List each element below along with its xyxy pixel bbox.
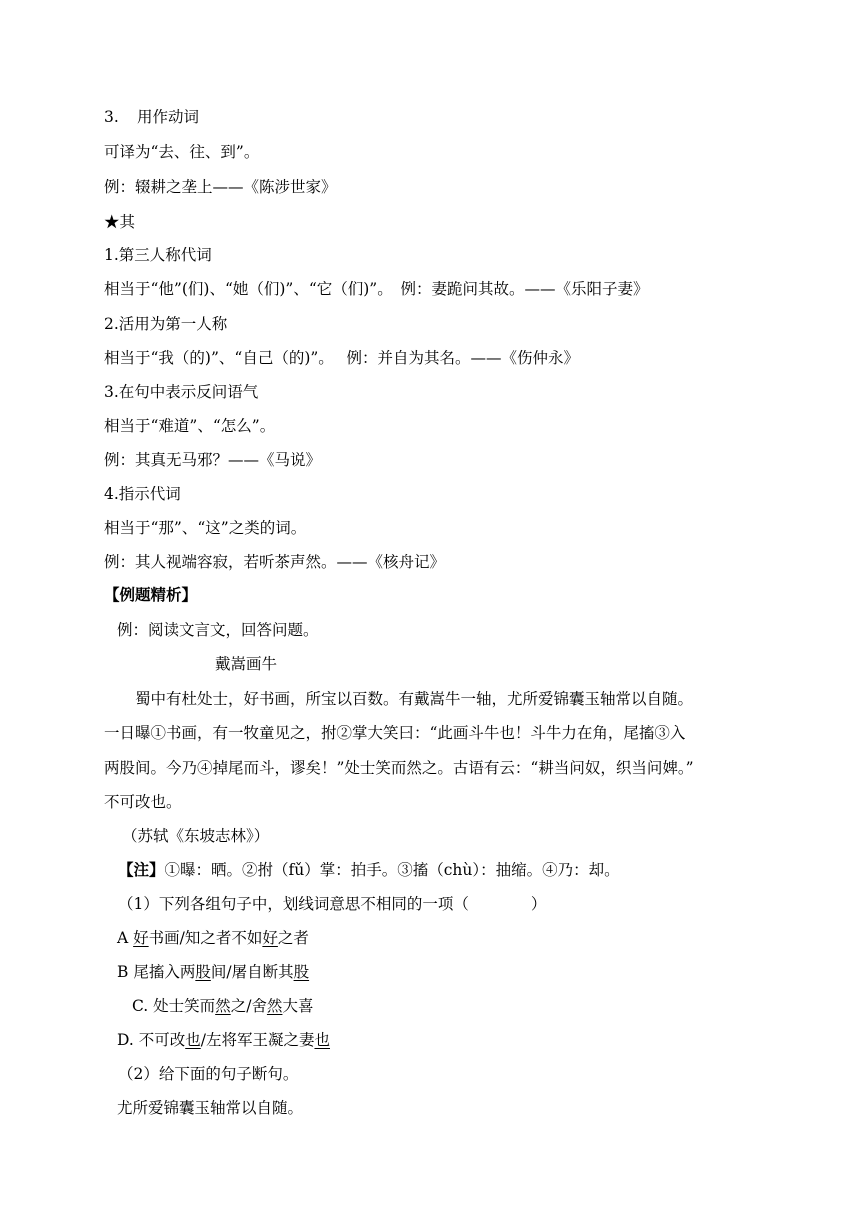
qi-2-text: 相当于“我（的)”、“自己（的)”。 例：并自为其名。——《伤仲永》	[104, 349, 579, 367]
passage-title: 戴嵩画牛	[215, 655, 278, 673]
passage-line-1: 蜀中有杜处士，好书画，所宝以百数。有戴嵩牛一轴，尤所爱锦囊玉轴常以自随。	[135, 690, 694, 708]
notes-text: ①曝：晒。②拊（fǔ）掌：拍手。③搐（chù）：抽缩。④乃：却。	[164, 861, 620, 879]
section-3-translation: 可译为“去、往、到”。	[104, 143, 260, 161]
underlined-word: 然	[215, 997, 231, 1015]
qi-1-text: 相当于“他”(们)、“她（们)”、“它（们)”。 例：妻跪问其故。——《乐阳子妻》	[104, 280, 649, 298]
underlined-word: 股	[195, 963, 211, 981]
option-text: B 尾搐入两	[117, 963, 196, 981]
qi-3-title: 3.在句中表示反问语气	[104, 383, 259, 401]
option-text: C. 处士笑而	[132, 997, 216, 1015]
qi-3-example: 例：其真无马邪？——《马说》	[104, 451, 322, 469]
option-text: /左将军王凝之妻	[200, 1031, 315, 1049]
option-b	[117, 962, 309, 982]
notes	[118, 860, 620, 880]
section-3-example: 例：辍耕之垄上——《陈涉世家》	[104, 178, 337, 196]
underlined-word: 也	[185, 1031, 201, 1049]
option-text: 书画/知之者不如	[148, 929, 263, 947]
option-d	[117, 1030, 330, 1050]
option-text: 大喜	[282, 997, 314, 1015]
qi-1-title: 1.第三人称代词	[104, 246, 212, 264]
option-text: 之者	[277, 929, 309, 947]
qi-4-title: 4.指示代词	[104, 485, 181, 503]
qi-4-text: 相当于“那”、“这”之类的词。	[104, 519, 307, 537]
section-3-number: 3.	[104, 108, 119, 126]
section-3-title: 用作动词	[137, 108, 200, 126]
underlined-word: 然	[266, 997, 283, 1015]
qi-heading: ★其	[104, 213, 136, 231]
qi-4-example: 例：其人视端容寂，若听茶声然。——《核舟记》	[104, 553, 446, 571]
underlined-word: 好	[133, 929, 149, 947]
example-intro: 例：阅读文言文，回答问题。	[117, 621, 319, 639]
question-2-sentence: 尤所爱锦囊玉轴常以自随。	[117, 1099, 304, 1117]
underlined-word: 也	[314, 1031, 330, 1049]
option-c	[132, 996, 313, 1016]
passage-line-3: 两股间。今乃④掉尾而斗，谬矣！”处士笑而然之。古语有云：“耕当问奴，织当问婢。”	[104, 759, 694, 777]
question-2: （2）给下面的句子断句。	[118, 1065, 299, 1083]
qi-2-title: 2.活用为第一人称	[104, 315, 228, 333]
option-text: A	[117, 929, 134, 947]
passage-line-4: 不可改也。	[104, 793, 182, 811]
notes-label: 【注】	[118, 860, 165, 879]
passage-line-2: 一日曝①书画，有一牧童见之，拊②掌大笑曰：“此画斗牛也！斗牛力在角，尾搐③入	[104, 724, 686, 742]
qi-3-text: 相当于“难道”、“怎么”。	[104, 417, 276, 435]
underlined-word: 股	[293, 963, 310, 981]
underlined-word: 好	[262, 929, 278, 947]
option-a	[117, 928, 309, 948]
option-text: D. 不可改	[117, 1031, 186, 1049]
option-text: 之/舍	[230, 997, 267, 1015]
passage-source: （苏轼《东坡志林》）	[122, 827, 270, 845]
example-heading: 【例题精析】	[104, 585, 198, 604]
option-text: 间/屠自断其	[210, 963, 294, 981]
question-1: （1）下列各组句子中，划线词意思不相同的一项（ ）	[118, 895, 547, 913]
